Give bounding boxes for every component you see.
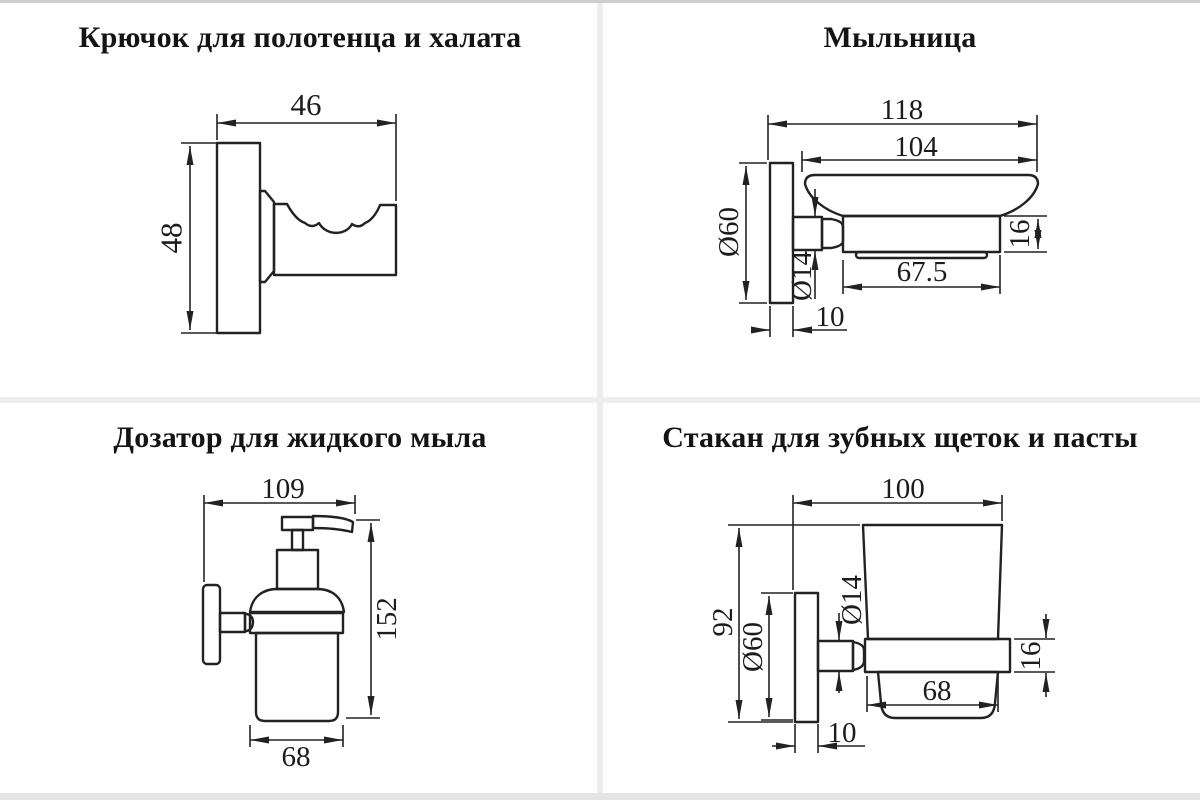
- dispenser-wall-plate: [203, 585, 220, 664]
- dispenser-neck-cap: [277, 550, 318, 589]
- hook-object: [217, 143, 396, 333]
- panel-hook: [0, 0, 600, 400]
- dimension-label-arm-diameter: Ø14: [836, 575, 868, 625]
- dimension-label-glass-width: 68: [922, 675, 952, 707]
- top-edge-bar: [0, 0, 1200, 3]
- dispenser-pump-spout: [313, 516, 353, 532]
- dimension-label-holder-height: 16: [1015, 641, 1047, 671]
- bottom-edge-bar: [0, 793, 1200, 800]
- hook-flange: [260, 191, 274, 282]
- dispenser-title: Дозатор для жидкого мыла: [113, 421, 487, 454]
- dispenser-arm: [220, 613, 245, 632]
- dimension-label-plate-thickness: 10: [815, 301, 845, 333]
- dispenser-pump-head: [282, 517, 313, 530]
- tumbler-drawing: [600, 400, 1200, 800]
- dimension-label-height: 48: [153, 222, 189, 254]
- tumbler-wall-plate: [795, 593, 818, 722]
- dimension-label-plate-diameter: Ø60: [737, 622, 769, 672]
- dispenser-pump-stem: [292, 530, 303, 550]
- tumbler-arm-nose: [853, 642, 864, 670]
- dimension-label-overall-height: 92: [707, 607, 739, 637]
- dimension-label-overall-width: 118: [880, 94, 924, 126]
- dispenser-glass-body: [256, 633, 338, 721]
- soap-dish-holder-ring: [843, 216, 1000, 252]
- dispenser-holder-ring: [250, 613, 343, 633]
- dimension-label-dish-width: 104: [894, 131, 938, 163]
- dimension-label-overall-height: 152: [371, 597, 403, 641]
- hook-title: Крючок для полотенца и халата: [78, 21, 522, 54]
- soap-dish-arm: [793, 217, 822, 250]
- soap-dish-drawing: [600, 0, 1200, 400]
- tumbler-title: Стакан для зубных щеток и пасты: [662, 421, 1138, 454]
- horizontal-divider: [0, 397, 1200, 403]
- tumbler-holder-ring: [865, 639, 1010, 672]
- dimension-label-arm-diameter: Ø14: [786, 251, 818, 301]
- dimension-label-overall-width: 109: [261, 473, 305, 505]
- tumbler-cup: [863, 525, 1002, 639]
- soap-dish-bowl: [805, 175, 1038, 216]
- dimension-label-plate-diameter: Ø60: [713, 207, 745, 257]
- dimension-label-overall-width: 100: [881, 473, 925, 505]
- panel-tumbler: [600, 400, 1200, 800]
- panel-soap-dish: [600, 0, 1200, 400]
- hook-wall-plate: [217, 143, 260, 333]
- soap-dish-arm-nose: [822, 219, 843, 248]
- tumbler-object: [795, 525, 1010, 722]
- dimension-label-width: 46: [290, 87, 322, 122]
- panel-dispenser: [0, 400, 600, 800]
- dispenser-shoulder-dome: [250, 589, 344, 612]
- hook-arm: [274, 204, 396, 275]
- dimension-label-inner-width: 67.5: [896, 256, 948, 288]
- dimension-label-plate-thickness: 10: [827, 717, 857, 749]
- dimension-label-glass-width: 68: [281, 741, 311, 773]
- dispenser-drawing: [0, 400, 600, 800]
- tumbler-dimensions: [707, 473, 1055, 753]
- tumbler-arm: [818, 641, 853, 671]
- soap-dish-title: Мыльница: [823, 21, 977, 54]
- dispenser-object: [203, 516, 353, 721]
- dimension-label-holder-height: 16: [1004, 219, 1036, 249]
- hook-drawing: [0, 0, 600, 400]
